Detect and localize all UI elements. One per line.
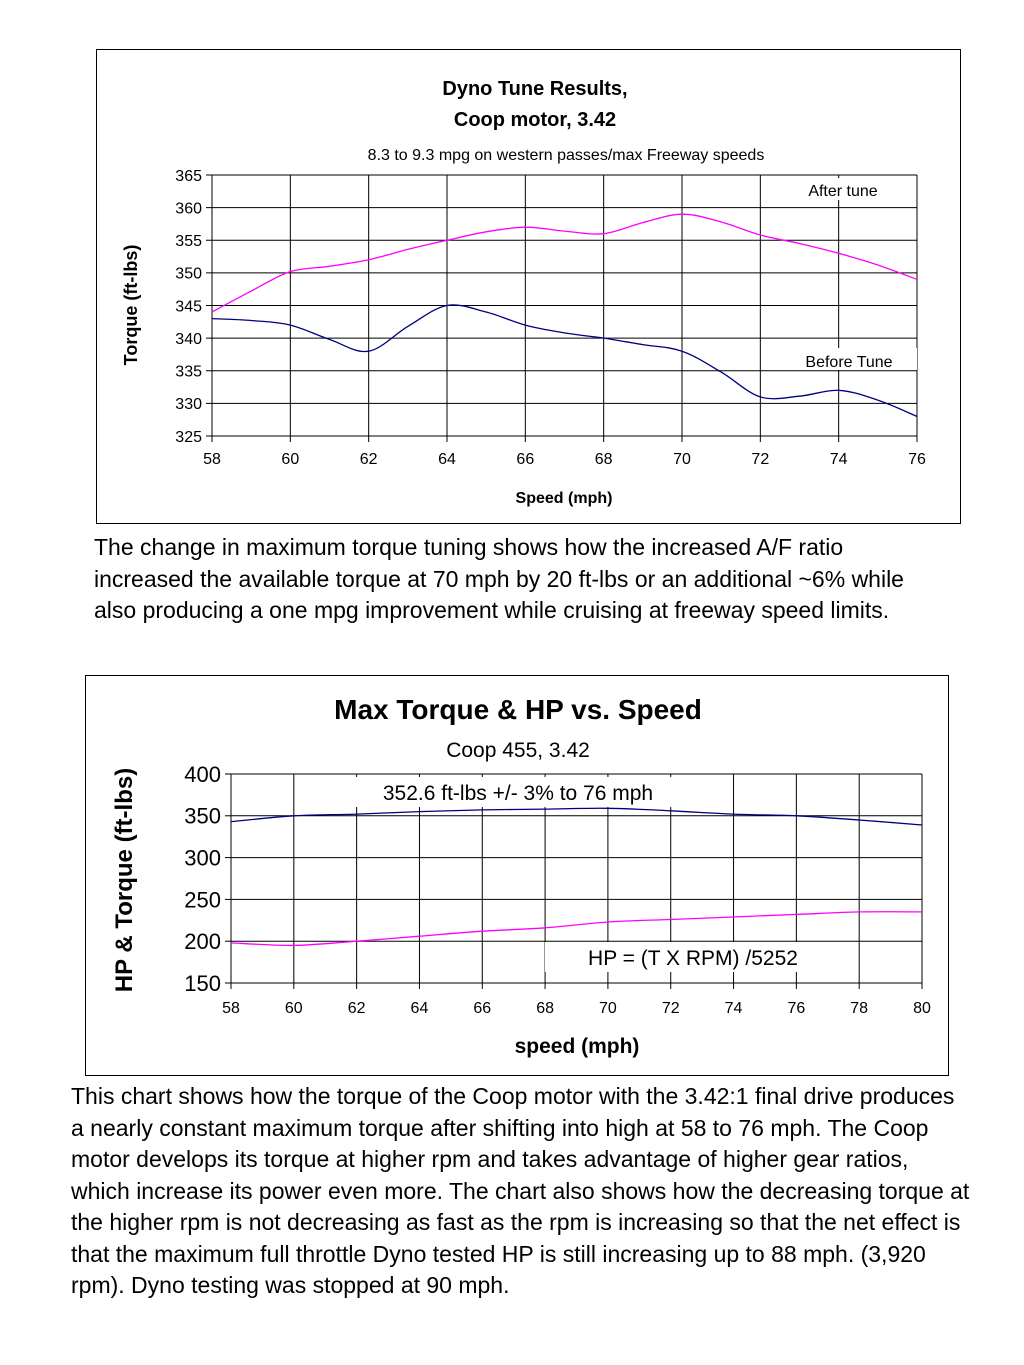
y-tick-label: 335 xyxy=(175,363,202,381)
x-tick-label: 60 xyxy=(281,451,300,468)
x-tick-label: 68 xyxy=(594,451,613,468)
y-tick-label: 325 xyxy=(175,428,202,446)
chart2-subtitle: Coop 455, 3.42 xyxy=(446,739,590,762)
y-tick-label: 350 xyxy=(184,803,221,829)
dyno-tune-chart-svg xyxy=(97,50,962,525)
x-tick-label: 72 xyxy=(751,451,770,468)
x-tick-label: 58 xyxy=(222,1000,240,1017)
x-tick-label: 60 xyxy=(284,1000,303,1017)
chart2-y-tick-labels xyxy=(184,762,221,996)
chart1-subtitle: 8.3 to 9.3 mpg on western passes/max Freeway speeds xyxy=(367,147,765,164)
x-tick-label: 72 xyxy=(661,1000,680,1017)
max-torque-hp-chart xyxy=(85,675,949,1076)
chart1-series-lines xyxy=(212,214,917,416)
x-tick-label: 68 xyxy=(536,1000,554,1017)
torque-explanation-paragraph: This chart shows how the torque of the Coop motor with the 3.42:1 final drive produces a nearly constant maximum torque after shifting into high at 58 to 76 mph. The Coop motor develops its torque at higher rpm and takes advantage of higher gear ratios, which increase its power even more. The chart also shows how the decreasing torque at the higher rpm is not decreasing as fast as the rpm is increasing so that the net effect is that the maximum full throttle Dyno tested HP is still increasing up to 88 mph. (3,920 rpm). Dyno testing was stopped at 90 mph. xyxy=(71,1083,970,1298)
chart1-x-tick-labels xyxy=(203,451,926,468)
x-tick-label: 74 xyxy=(724,1000,743,1017)
chart1-y-tick-labels xyxy=(175,168,202,446)
y-tick-label: 400 xyxy=(184,761,221,787)
x-tick-label: 76 xyxy=(787,1000,806,1017)
y-tick-label: 345 xyxy=(175,298,202,316)
chart1-x-axis-label: Speed (mph) xyxy=(515,490,613,507)
chart1-gridlines xyxy=(206,175,917,442)
y-tick-label: 355 xyxy=(175,233,202,251)
series-line-2 xyxy=(231,912,922,946)
x-tick-label: 62 xyxy=(347,1000,366,1017)
chart1-title: Dyno Tune Results, xyxy=(442,78,628,100)
chart2-x-axis-label: speed (mph) xyxy=(514,1035,640,1058)
dyno-tune-chart xyxy=(96,49,961,524)
chart1-series-labels xyxy=(783,178,917,371)
series-line-1 xyxy=(212,214,917,312)
chart2-y-axis-label: HP & Torque (ft-lbs) xyxy=(111,767,138,993)
before-tune-label: Before Tune xyxy=(805,354,893,371)
y-tick-label: 360 xyxy=(175,200,202,218)
after-tune-label: After tune xyxy=(808,183,878,200)
y-tick-label: 330 xyxy=(175,396,202,414)
chart2-x-tick-labels xyxy=(222,1000,931,1017)
y-tick-label: 350 xyxy=(175,265,202,283)
y-tick-label: 150 xyxy=(184,970,221,996)
torque-tuning-paragraph: The change in maximum torque tuning shows how the increased A/F ratio increased the available torque at 70 mph by 20 ft-lbs or an additional ~6% while also producing a one mpg improvement while cruising at freeway speed limits. xyxy=(94,534,904,623)
x-tick-label: 58 xyxy=(203,451,221,468)
x-tick-label: 66 xyxy=(473,1000,492,1017)
x-tick-label: 70 xyxy=(673,451,691,468)
x-tick-label: 66 xyxy=(516,451,535,468)
max-torque-hp-chart-svg xyxy=(86,676,950,1077)
x-tick-label: 62 xyxy=(359,451,378,468)
y-tick-label: 300 xyxy=(184,845,221,871)
y-tick-label: 340 xyxy=(175,330,202,348)
chart2-title: Max Torque & HP vs. Speed xyxy=(334,694,702,725)
x-tick-label: 78 xyxy=(850,1000,869,1017)
x-tick-label: 64 xyxy=(438,451,456,468)
x-tick-label: 70 xyxy=(599,1000,617,1017)
y-tick-label: 365 xyxy=(175,167,202,185)
x-tick-label: 76 xyxy=(908,451,926,468)
x-tick-label: 80 xyxy=(913,1000,931,1017)
torque-annotation: 352.6 ft-lbs +/- 3% to 76 mph xyxy=(382,782,654,805)
y-tick-label: 200 xyxy=(184,929,221,955)
chart2-annotations xyxy=(328,777,841,972)
y-tick-label: 250 xyxy=(184,887,221,913)
chart2-series-lines xyxy=(231,808,922,945)
series-line-1 xyxy=(231,808,922,825)
chart1-y-axis-label: Torque (ft-lbs) xyxy=(121,244,141,366)
chart1-title-line2: Coop motor, 3.42 xyxy=(453,109,617,131)
hp-formula-annotation: HP = (T X RPM) /5252 xyxy=(588,947,798,970)
x-tick-label: 74 xyxy=(829,451,848,468)
x-tick-label: 64 xyxy=(410,1000,429,1017)
